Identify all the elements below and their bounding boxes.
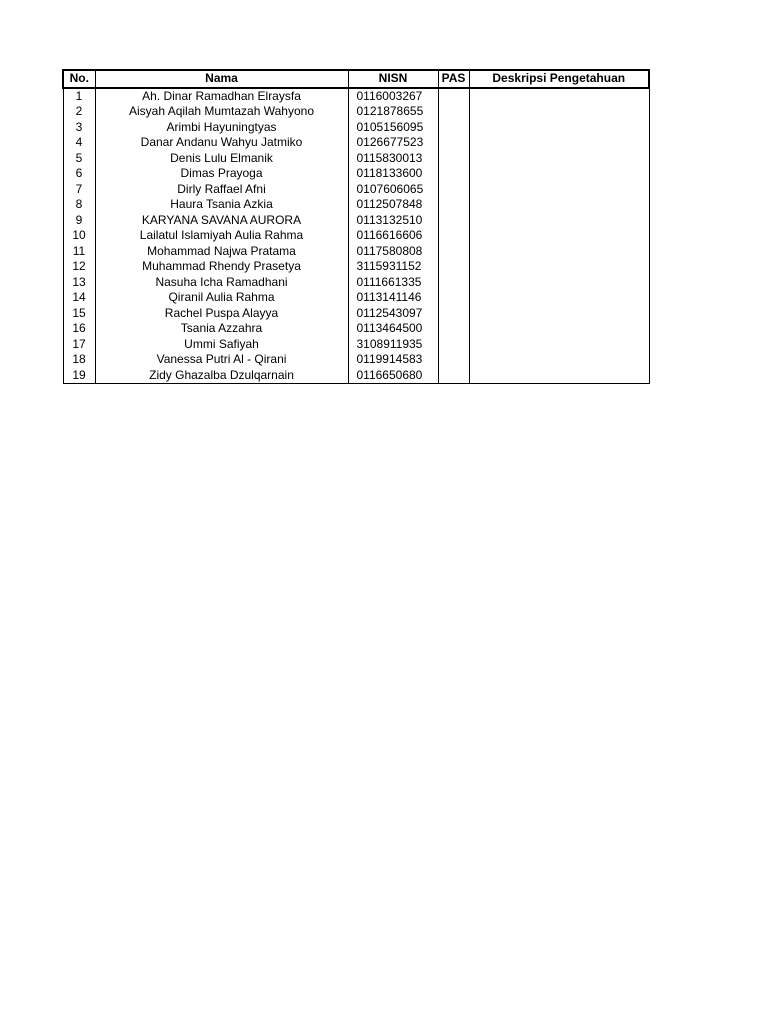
cell-deskripsi [469,166,649,182]
cell-nisn: 0112507848 [348,197,438,213]
cell-deskripsi [469,306,649,322]
cell-nisn: 0117580808 [348,244,438,260]
table-row [63,259,649,275]
cell-no: 15 [63,306,95,322]
cell-pas [438,88,469,105]
cell-deskripsi [469,213,649,229]
cell-pas [438,213,469,229]
cell-pas [438,151,469,167]
cell-nisn: 0118133600 [348,166,438,182]
cell-nisn: 0126677523 [348,135,438,151]
cell-nisn: 0113132510 [348,213,438,229]
student-table-sheet [62,69,650,384]
cell-pas [438,244,469,260]
cell-deskripsi [469,104,649,120]
cell-pas [438,197,469,213]
table-row [63,182,649,198]
cell-deskripsi [469,88,649,105]
header-nama: Nama [95,70,348,88]
table-header [63,70,649,88]
cell-no: 12 [63,259,95,275]
cell-nisn: 0119914583 [348,352,438,368]
table-row [63,151,649,167]
cell-nisn: 0113141146 [348,290,438,306]
cell-deskripsi [469,151,649,167]
cell-no: 4 [63,135,95,151]
cell-nisn: 0121878655 [348,104,438,120]
cell-nama: Qiranil Aulia Rahma [95,290,348,306]
header-deskripsi: Deskripsi Pengetahuan [469,70,649,88]
cell-nisn: 3115931152 [348,259,438,275]
cell-nama: Rachel Puspa Alayya [95,306,348,322]
cell-nama: Dirly Raffael Afni [95,182,348,198]
cell-no: 3 [63,120,95,136]
cell-nama: Aisyah Aqilah Mumtazah Wahyono [95,104,348,120]
cell-nama: Nasuha Icha Ramadhani [95,275,348,291]
cell-no: 19 [63,368,95,384]
cell-nisn: 0107606065 [348,182,438,198]
cell-deskripsi [469,197,649,213]
cell-deskripsi [469,321,649,337]
table-row [63,368,649,384]
cell-pas [438,306,469,322]
cell-no: 2 [63,104,95,120]
cell-nisn: 0116003267 [348,88,438,105]
header-row [63,70,649,88]
cell-nama: Tsania Azzahra [95,321,348,337]
cell-no: 16 [63,321,95,337]
table-row [63,197,649,213]
cell-deskripsi [469,120,649,136]
cell-pas [438,275,469,291]
cell-no: 1 [63,88,95,105]
cell-nisn: 0113464500 [348,321,438,337]
cell-pas [438,321,469,337]
cell-no: 18 [63,352,95,368]
cell-pas [438,135,469,151]
table-row [63,306,649,322]
header-nisn: NISN [348,70,438,88]
cell-nisn: 0112543097 [348,306,438,322]
cell-nama: Zidy Ghazalba Dzulqarnain [95,368,348,384]
cell-deskripsi [469,352,649,368]
cell-no: 8 [63,197,95,213]
table-row [63,228,649,244]
cell-nisn: 3108911935 [348,337,438,353]
table-row [63,213,649,229]
cell-nama: Ummi Safiyah [95,337,348,353]
cell-no: 13 [63,275,95,291]
cell-no: 14 [63,290,95,306]
cell-pas [438,120,469,136]
cell-no: 10 [63,228,95,244]
cell-pas [438,368,469,384]
table-row [63,290,649,306]
cell-pas [438,228,469,244]
cell-pas [438,166,469,182]
cell-nama: Haura Tsania Azkia [95,197,348,213]
cell-nama: Dimas Prayoga [95,166,348,182]
cell-nama: Arimbi Hayuningtyas [95,120,348,136]
cell-deskripsi [469,259,649,275]
cell-pas [438,290,469,306]
cell-deskripsi [469,182,649,198]
table-row [63,120,649,136]
cell-deskripsi [469,135,649,151]
cell-pas [438,104,469,120]
cell-nisn: 0116650680 [348,368,438,384]
cell-pas [438,337,469,353]
cell-deskripsi [469,228,649,244]
table-row [63,244,649,260]
cell-deskripsi [469,244,649,260]
cell-nisn: 0111661335 [348,275,438,291]
cell-nama: Lailatul Islamiyah Aulia Rahma [95,228,348,244]
cell-no: 5 [63,151,95,167]
cell-pas [438,352,469,368]
cell-no: 11 [63,244,95,260]
cell-nama: Muhammad Rhendy Prasetya [95,259,348,275]
table-row [63,275,649,291]
table-row [63,166,649,182]
cell-no: 6 [63,166,95,182]
cell-no: 9 [63,213,95,229]
cell-pas [438,259,469,275]
cell-no: 17 [63,337,95,353]
cell-nisn: 0115830013 [348,151,438,167]
cell-deskripsi [469,368,649,384]
table-row [63,104,649,120]
student-table [62,69,650,384]
cell-deskripsi [469,337,649,353]
table-row [63,321,649,337]
cell-nama: Vanessa Putri Al - Qirani [95,352,348,368]
cell-nama: Ah. Dinar Ramadhan Elraysfa [95,88,348,105]
cell-pas [438,182,469,198]
cell-deskripsi [469,290,649,306]
cell-nisn: 0105156095 [348,120,438,136]
cell-deskripsi [469,275,649,291]
cell-nama: Danar Andanu Wahyu Jatmiko [95,135,348,151]
header-pas: PAS [438,70,469,88]
table-body [63,88,649,384]
header-no: No. [63,70,95,88]
cell-nama: KARYANA SAVANA AURORA [95,213,348,229]
table-row [63,135,649,151]
table-row [63,88,649,105]
table-row [63,337,649,353]
cell-no: 7 [63,182,95,198]
cell-nisn: 0116616606 [348,228,438,244]
cell-nama: Mohammad Najwa Pratama [95,244,348,260]
cell-nama: Denis Lulu Elmanik [95,151,348,167]
table-row [63,352,649,368]
